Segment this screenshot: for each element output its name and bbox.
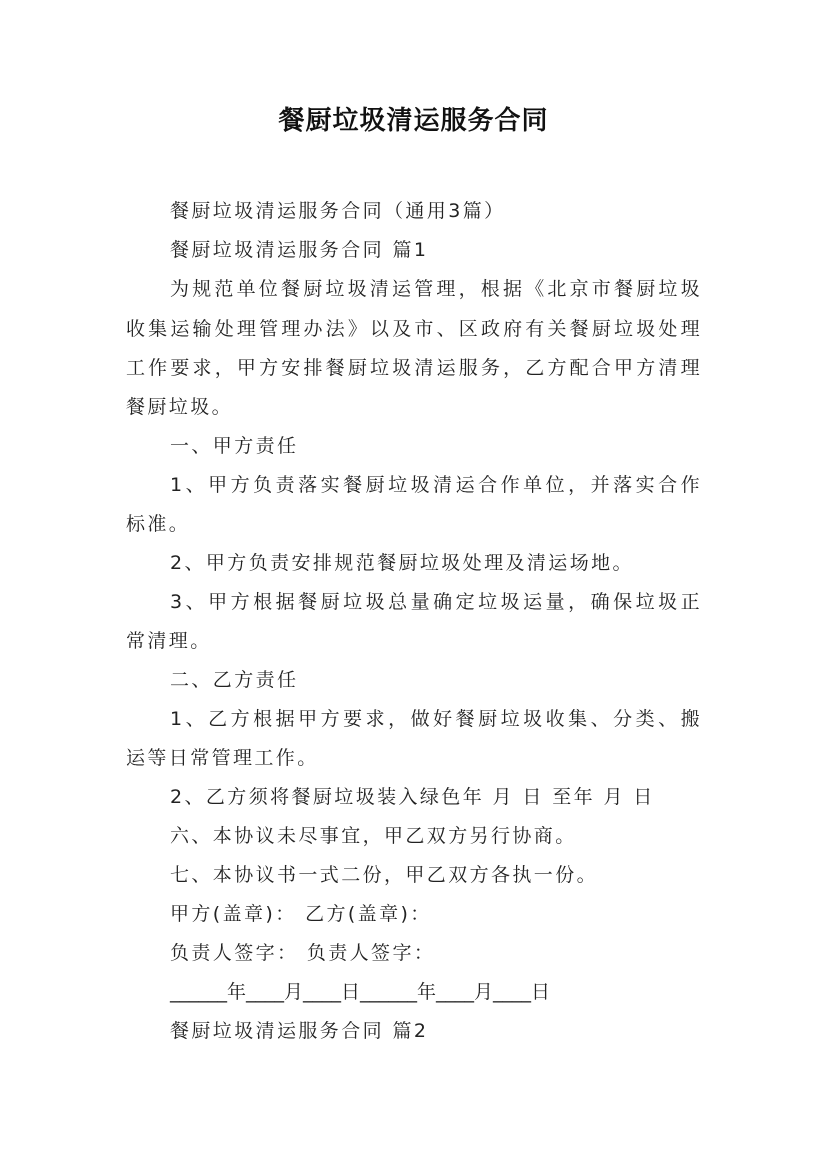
clause-item: 3、甲方根据餐厨垃圾总量确定垃圾运量，确保垃圾正 xyxy=(170,591,702,613)
subtitle-line: 餐厨垃圾清运服务合同（通用3篇） xyxy=(170,200,506,222)
clause-item: 七、本协议书一式二份，甲乙双方各执一份。 xyxy=(170,864,599,886)
paragraph-line: 收集运输处理管理办法》以及市、区政府有关餐厨垃圾处理 xyxy=(126,318,702,340)
seal-line: 甲方(盖章)： 乙方(盖章)： xyxy=(170,903,432,925)
clause-item: 六、本协议未尽事宜，甲乙双方另行协商。 xyxy=(170,825,577,847)
clause-item-continued: 运等日常管理工作。 xyxy=(126,747,319,769)
date-line: ______年____月____日______年____月____日 xyxy=(170,981,551,1003)
clause-item: 2、乙方须将餐厨垃圾装入绿色年 月 日 至年 月 日 xyxy=(170,786,655,808)
clause-heading: 二、乙方责任 xyxy=(170,669,299,691)
clause-item-continued: 标准。 xyxy=(126,513,191,535)
clause-item: 1、甲方负责落实餐厨垃圾清运合作单位，并落实合作 xyxy=(170,474,702,496)
clause-item-continued: 常清理。 xyxy=(126,630,212,652)
paragraph-line: 工作要求，甲方安排餐厨垃圾清运服务，乙方配合甲方清理 xyxy=(126,357,702,379)
signature-line: 负责人签字： 负责人签字： xyxy=(170,942,436,964)
clause-item: 1、乙方根据甲方要求，做好餐厨垃圾收集、分类、搬 xyxy=(170,708,702,730)
clause-heading: 一、甲方责任 xyxy=(170,435,299,457)
section-heading-2: 餐厨垃圾清运服务合同 篇2 xyxy=(170,1020,429,1042)
paragraph-line: 餐厨垃圾。 xyxy=(126,396,234,418)
section-heading-1: 餐厨垃圾清运服务合同 篇1 xyxy=(170,239,429,261)
clause-item: 2、甲方负责安排规范餐厨垃圾处理及清运场地。 xyxy=(170,552,634,574)
paragraph-line: 为规范单位餐厨垃圾清运管理，根据《北京市餐厨垃圾 xyxy=(170,278,702,300)
document-title: 餐厨垃圾清运服务合同 xyxy=(278,106,549,136)
